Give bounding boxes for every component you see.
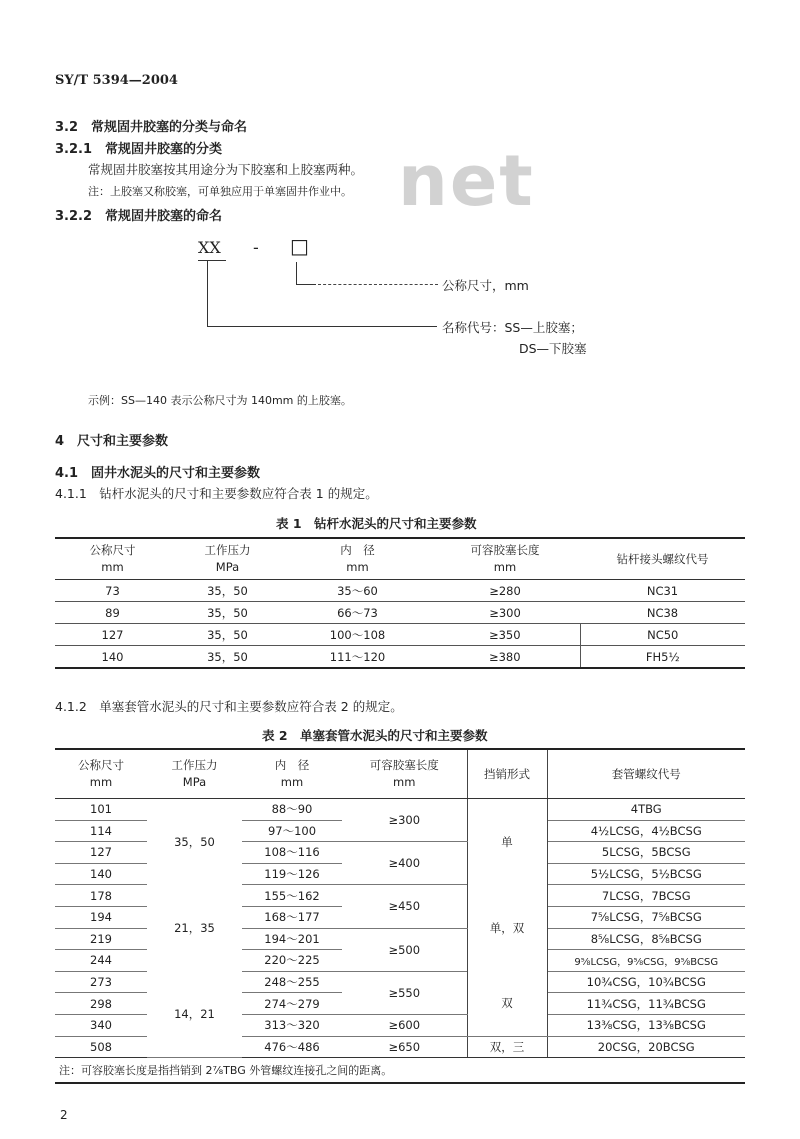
table-cell: 35～60 — [285, 580, 430, 602]
table-cell: ≥380 — [430, 646, 580, 669]
table-cell: 14，21 — [147, 971, 242, 1057]
table-cell: 88～90 — [242, 799, 342, 821]
table1 — [55, 537, 745, 669]
table2-note-row — [55, 1058, 745, 1084]
table2-header-cell: 工作压力 MPa — [147, 749, 242, 799]
table-cell: 140 — [55, 863, 147, 885]
table-cell: 108～116 — [242, 842, 342, 864]
table-cell: 127 — [55, 624, 170, 646]
table-cell: 127 — [55, 842, 147, 864]
table1-header-row — [55, 538, 745, 580]
table-cell: 219 — [55, 928, 147, 950]
table-cell: 35，50 — [170, 624, 285, 646]
table-cell: NC31 — [580, 580, 745, 602]
table-cell: 4½LCSG，4½BCSG — [547, 820, 745, 842]
table-cell: 97～100 — [242, 820, 342, 842]
table2-header-cell: 公称尺寸 mm — [55, 749, 147, 799]
table-cell: 35，50 — [170, 580, 285, 602]
naming-code: XX — [198, 238, 221, 257]
naming-size-label: 公称尺寸，mm — [442, 278, 529, 293]
table-cell: ≥550 — [342, 971, 467, 1014]
table-cell: 100～108 — [285, 624, 430, 646]
table-cell: ≥350 — [430, 624, 580, 646]
table-cell: 194 — [55, 906, 147, 928]
table-cell: 7⅝LCSG，7⅝BCSG — [547, 906, 745, 928]
table-cell: 101 — [55, 799, 147, 821]
table-cell: ≥300 — [430, 602, 580, 624]
naming-name-label: 名称代号：SS—上胶塞； — [442, 320, 583, 335]
heading-3-2-2: 3.2.2 常规固井胶塞的命名 — [55, 209, 223, 224]
table-cell: 73 — [55, 580, 170, 602]
table-cell: 244 — [55, 950, 147, 972]
note-3-2-1: 注：上胶塞又称胶塞，可单独应用于单塞固井作业中。 — [88, 185, 352, 198]
table-cell: 5LCSG，5BCSG — [547, 842, 745, 864]
table-cell: 20CSG，20BCSG — [547, 1036, 745, 1058]
table-cell: ≥600 — [342, 1014, 467, 1036]
table-cell: 140 — [55, 646, 170, 669]
table-cell: 508 — [55, 1036, 147, 1058]
table-row — [55, 885, 745, 907]
table-cell: 114 — [55, 820, 147, 842]
table-cell: ≥400 — [342, 842, 467, 885]
table-cell: 168～177 — [242, 906, 342, 928]
naming-box: □ — [290, 234, 309, 258]
paragraph-3-2-1: 常规固井胶塞按其用途分为下胶塞和上胶塞两种。 — [88, 162, 364, 177]
table-cell: 35，50 — [170, 602, 285, 624]
heading-3-2: 3.2 常规固井胶塞的分类与命名 — [55, 120, 248, 135]
table-cell: 10¾CSG，10¾BCSG — [547, 971, 745, 993]
naming-dash: - — [253, 238, 259, 257]
table2 — [55, 748, 745, 1084]
table-cell: 476～486 — [242, 1036, 342, 1058]
table-cell: 11¾CSG，11¾BCSG — [547, 993, 745, 1015]
table-cell: 340 — [55, 1014, 147, 1036]
table-cell: ≥300 — [342, 799, 467, 842]
table-cell: 4TBG — [547, 799, 745, 821]
table-row — [55, 971, 745, 993]
table-cell: 89 — [55, 602, 170, 624]
table-cell: 双 — [467, 971, 547, 1036]
table-cell: 21，35 — [174, 921, 215, 936]
table-cell: 双，三 — [467, 1036, 547, 1058]
table-cell: 313～320 — [242, 1014, 342, 1036]
table-cell: 274～279 — [242, 993, 342, 1015]
paragraph-4-1-1: 4.1.1 钻杆水泥头的尺寸和主要参数应符合表 1 的规定。 — [55, 486, 378, 501]
table-cell: 35，50 — [170, 646, 285, 669]
heading-3-2-1: 3.2.1 常规固井胶塞的分类 — [55, 142, 223, 157]
table2-note: 注：可容胶塞长度是指挡销到 2⅞TBG 外管螺纹连接孔之间的距离。 — [55, 1058, 745, 1084]
table-row — [55, 799, 745, 821]
table-cell: 9⅝LCSG，9⅝CSG，9⅝BCSG — [547, 950, 745, 972]
table-row — [55, 580, 745, 602]
table-cell: ≥500 — [342, 928, 467, 971]
table-cell: 5½LCSG，5½BCSG — [547, 863, 745, 885]
table1-header-cell: 工作压力 MPa — [170, 538, 285, 580]
table-row — [55, 624, 745, 646]
table-row — [55, 602, 745, 624]
table-cell: 单 — [467, 799, 547, 885]
table-cell: 66～73 — [285, 602, 430, 624]
table-cell: 273 — [55, 971, 147, 993]
table-cell: 298 — [55, 993, 147, 1015]
table-cell: 155～162 — [242, 885, 342, 907]
table-cell: 194～201 — [242, 928, 342, 950]
table2-header-cell: 内 径 mm — [242, 749, 342, 799]
table-cell: FH5½ — [580, 646, 745, 669]
table-cell: ≥450 — [342, 885, 467, 928]
table-cell: 178 — [55, 885, 147, 907]
table1-header-cell: 可容胶塞长度 mm — [430, 538, 580, 580]
table2-header-row — [55, 749, 745, 799]
naming-name-label-2: DS—下胶塞 — [519, 341, 587, 356]
table-cell: 单，双 — [467, 885, 547, 971]
heading-4: 4 尺寸和主要参数 — [55, 434, 169, 449]
table1-header-cell: 内 径 mm — [285, 538, 430, 580]
table-cell: 119～126 — [242, 863, 342, 885]
table2-header-cell: 套管螺纹代号 — [547, 749, 745, 799]
table2-header-cell: 可容胶塞长度 mm — [342, 749, 467, 799]
table-cell: 111～120 — [285, 646, 430, 669]
table1-caption: 表 1 钻杆水泥头的尺寸和主要参数 — [276, 516, 477, 531]
table-row — [55, 646, 745, 669]
table-cell: ≥280 — [430, 580, 580, 602]
standard-code: SY/T 5394—2004 — [55, 73, 178, 88]
table-cell: 7LCSG，7BCSG — [547, 885, 745, 907]
table-cell: NC38 — [580, 602, 745, 624]
table1-header-cell: 钻杆接头螺纹代号 — [580, 538, 745, 580]
page-number: 2 — [60, 1108, 68, 1122]
table2-caption: 表 2 单塞套管水泥头的尺寸和主要参数 — [262, 728, 488, 743]
watermark: net — [398, 140, 535, 222]
table-cell: 8⅝LCSG，8⅝BCSG — [547, 928, 745, 950]
paragraph-4-1-2: 4.1.2 单塞套管水泥头的尺寸和主要参数应符合表 2 的规定。 — [55, 699, 403, 714]
heading-4-1: 4.1 固井水泥头的尺寸和主要参数 — [55, 466, 261, 481]
table-cell: 13⅜CSG，13⅜BCSG — [547, 1014, 745, 1036]
example-text: 示例：SS—140 表示公称尺寸为 140mm 的上胶塞。 — [88, 394, 352, 407]
table2-header-cell: 挡销形式 — [467, 749, 547, 799]
table-cell: 220～225 — [242, 950, 342, 972]
table-cell: NC50 — [580, 624, 745, 646]
table-cell: ≥650 — [342, 1036, 467, 1058]
table-cell: 248～255 — [242, 971, 342, 993]
table-cell: 35，50 — [174, 834, 215, 849]
table1-header-cell: 公称尺寸 mm — [55, 538, 170, 580]
